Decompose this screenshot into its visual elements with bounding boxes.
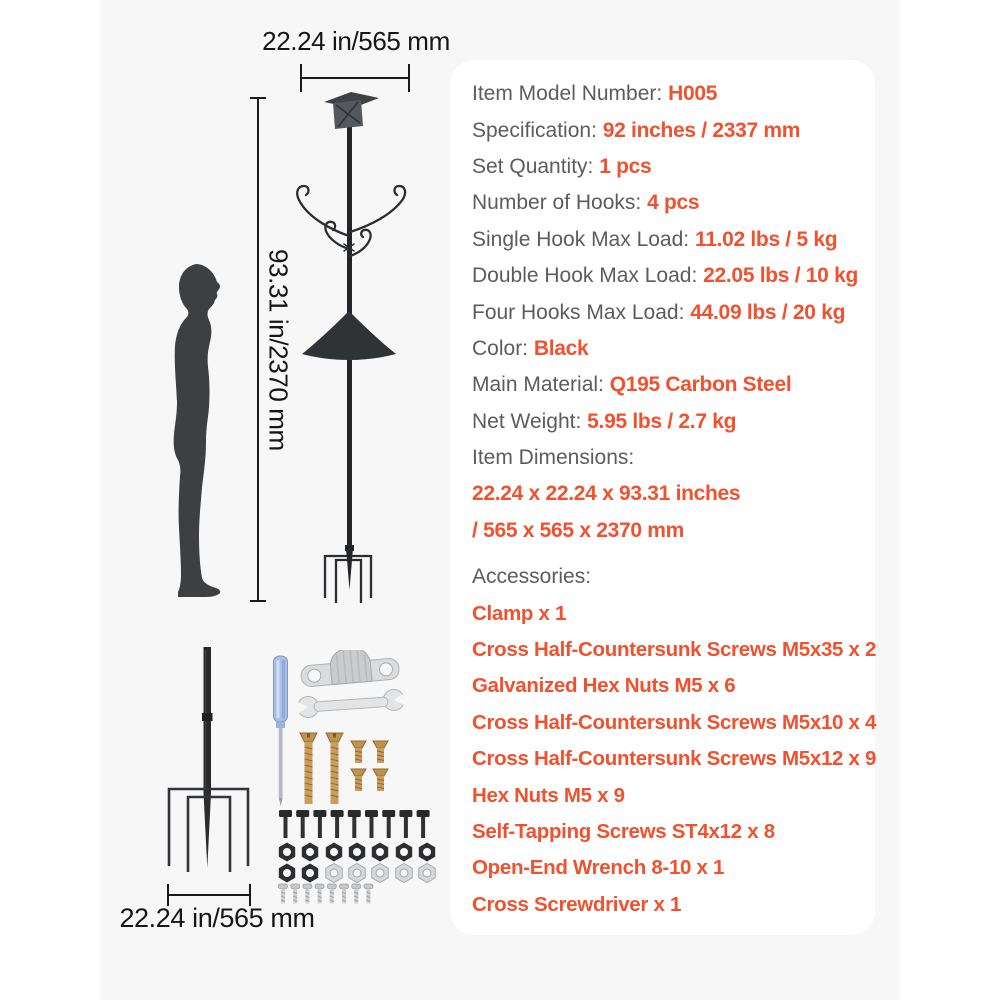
spec-row: Four Hooks Max Load: 44.09 lbs / 20 kg [472,300,846,324]
spec-card [450,60,875,935]
accessories-title: Accessories: [472,565,592,589]
mixed-hex-nuts-row [279,864,435,883]
accessory-item: Self-Tapping Screws ST4x12 x 8 [472,820,775,843]
clamp [299,650,400,687]
stake-coupler [202,713,213,721]
fork-spike [346,548,353,590]
accessory-item: Cross Screwdriver x 1 [472,892,682,916]
open-end-wrench [291,688,410,718]
accessories-kit [270,650,445,912]
stake-spike [204,793,212,868]
feeder-pole-diagram [280,88,425,613]
accessory-item: Galvanized Hex Nuts M5 x 6 [472,674,736,698]
human-silhouette [166,262,236,602]
spec-row: Double Hook Max Load: 22.05 lbs / 10 kg [472,264,858,288]
accessory-item: Cross Half-Countersunk Screws M5x12 x 9 [472,747,877,771]
black-screws-row [279,810,430,838]
spec-row: Item Model Number: H005 [472,82,718,106]
spec-row: / 565 x 565 x 2370 mm [472,518,685,542]
top-mounting-plate [324,92,379,129]
accessory-item: Cross Half-Countersunk Screws M5x35 x 2 [472,638,877,662]
spec-row: Net Weight: 5.95 lbs / 2.7 kg [472,409,737,433]
accessories-section [472,559,875,923]
spec-row: Main Material: Q195 Carbon Steel [472,373,792,397]
spec-row: Specification: 92 inches / 2337 mm [472,118,801,142]
accessory-item: Hex Nuts M5 x 9 [472,783,625,807]
base-width-dimension-label: 22.24 in/565 mm [119,903,315,933]
accessory-item: Clamp x 1 [472,601,567,625]
spec-row: Color: Black [472,336,589,360]
spec-row: Number of Hooks: 4 pcs [472,191,700,215]
spec-row: 22.24 x 22.24 x 93.31 inches [472,482,741,506]
accessory-item: Cross Half-Countersunk Screws M5x10 x 4 [472,710,877,734]
black-hex-nuts-row [279,843,435,862]
accessory-item: Open-End Wrench 8-10 x 1 [472,856,725,880]
cross-screwdriver [274,656,288,806]
long-brass-screws [300,733,343,804]
cone-baffle [302,311,396,360]
spec-row: Single Hook Max Load: 11.02 lbs / 5 kg [472,227,838,251]
ground-stake-closeup [125,645,275,910]
spec-row: Item Dimensions: [472,446,635,470]
short-brass-screws [351,741,388,791]
self-tapping-screws-row [279,884,373,904]
height-dimension-label: 93.31 in/2370 mm [263,249,294,451]
spec-row: Set Quantity: 1 pcs [472,154,652,178]
top-width-dimension-label: 22.24 in/565 mm [262,26,450,56]
